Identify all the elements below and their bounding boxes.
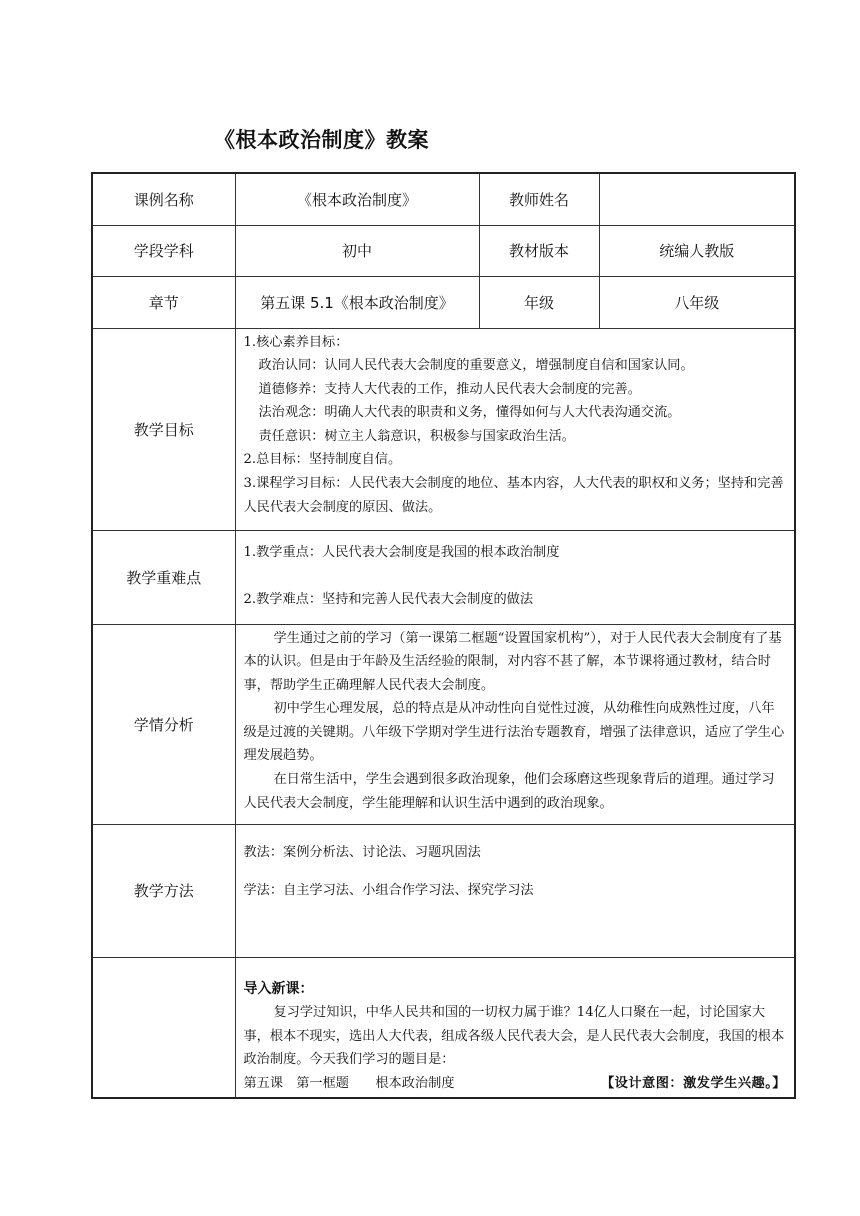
objectives-line: 道德修养：支持人大代表的工作，推动人民代表大会制度的完善。 xyxy=(258,381,641,397)
chapter-value: 第五课 5.1《根本政治制度》 xyxy=(235,276,479,328)
table-row xyxy=(92,530,795,624)
intro-heading: 导入新课： xyxy=(243,980,314,997)
methods-label: 教学方法 xyxy=(92,824,235,957)
objectives-line: 法治观念：明确人大代表的职责和义务，懂得如何与人大代表沟通交流。 xyxy=(258,405,681,421)
textbook-edition-value: 统编人教版 xyxy=(599,225,795,276)
lesson-topic: 第五课 第一框题 根本政治制度 xyxy=(243,1075,455,1091)
topic-line xyxy=(244,1072,787,1096)
analysis-paragraph: 在日常生活中，学生会遇到很多政治现象，他们会琢磨这些现象背后的道理。通过学习人民代表大会制度，学生能理解和认识生活中遇到的政治现象。 xyxy=(243,772,775,811)
analysis-paragraph: 学生通过之前的学习（第一课第二框题“设置国家机构”），对于人民代表大会制度有了基本的认识。但是由于年龄及生活经验的限制，对内容不甚了解，本节课将通过教材，结合时事，帮助学生正确理解人民代表大会制度。 xyxy=(243,630,782,693)
teacher-name-label: 教师姓名 xyxy=(479,173,599,225)
table-row xyxy=(92,173,795,225)
analysis-paragraph: 初中学生心理发展，总的特点是从冲动性向自觉性过渡，从幼稚性向成熟性过度，八年级是过渡的关键期。八年级下学期对学生进行法治专题教育，增强了法律意识，适应了学生心理发展趋势。 xyxy=(243,701,785,764)
lesson-plan-table xyxy=(91,172,796,1099)
key-points-label: 教学重难点 xyxy=(92,530,235,624)
teacher-name-value xyxy=(599,173,795,225)
table-row xyxy=(92,624,795,824)
objectives-line: 2.总目标：坚持制度自信。 xyxy=(243,452,402,468)
objectives-line: 1.核心素养目标： xyxy=(243,334,349,350)
table-row xyxy=(92,328,795,530)
analysis-label: 学情分析 xyxy=(92,624,235,824)
process-content xyxy=(235,957,795,1098)
table-row xyxy=(92,276,795,328)
stage-subject-value: 初中 xyxy=(235,225,479,276)
teaching-method: 教法：案例分析法、讨论法、习题巩固法 xyxy=(243,844,481,860)
table-row xyxy=(92,225,795,276)
grade-value: 八年级 xyxy=(599,276,795,328)
process-label xyxy=(92,957,235,1098)
methods-content xyxy=(235,824,795,957)
design-note: 【设计意图：激发学生兴趣。】 xyxy=(600,1075,786,1091)
teaching-difficulty: 2.教学难点：坚持和完善人民代表大会制度的做法 xyxy=(243,592,534,608)
grade-label: 年级 xyxy=(479,276,599,328)
analysis-content xyxy=(235,624,795,824)
objectives-line: 责任意识：树立主人翁意识，积极参与国家政治生活。 xyxy=(258,428,575,444)
learning-method: 学法：自主学习法、小组合作学习法、探究学习法 xyxy=(243,883,534,899)
key-points-content xyxy=(235,530,795,624)
stage-subject-label: 学段学科 xyxy=(92,225,235,276)
course-name-value: 《根本政治制度》 xyxy=(235,173,479,225)
objectives-line: 政治认同：认同人民代表大会制度的重要意义，增强制度自信和国家认同。 xyxy=(258,358,694,374)
table-row xyxy=(92,957,795,1098)
course-name-label: 课例名称 xyxy=(92,173,235,225)
teaching-focus: 1.教学重点：人民代表大会制度是我国的根本政治制度 xyxy=(243,544,560,560)
textbook-edition-label: 教材版本 xyxy=(479,225,599,276)
objectives-label: 教学目标 xyxy=(92,328,235,530)
objectives-content xyxy=(235,328,795,530)
page-title: 《根本政治制度》教案 xyxy=(214,128,429,152)
objectives-line: 3.课程学习目标：人民代表大会制度的地位、基本内容，人大代表的职权和义务；坚持和完善人民代表大会制度的原因、做法。 xyxy=(243,476,784,515)
chapter-label: 章节 xyxy=(92,276,235,328)
intro-paragraph: 复习学过知识，中华人民共和国的一切权力属于谁？14亿人口聚在一起，讨论国家大事，根本不现实，选出人大代表，组成各级人民代表大会，是人民代表大会制度，我国的根本政治制度。今天我们学习的题目是： xyxy=(243,1005,785,1068)
table-row xyxy=(92,824,795,957)
